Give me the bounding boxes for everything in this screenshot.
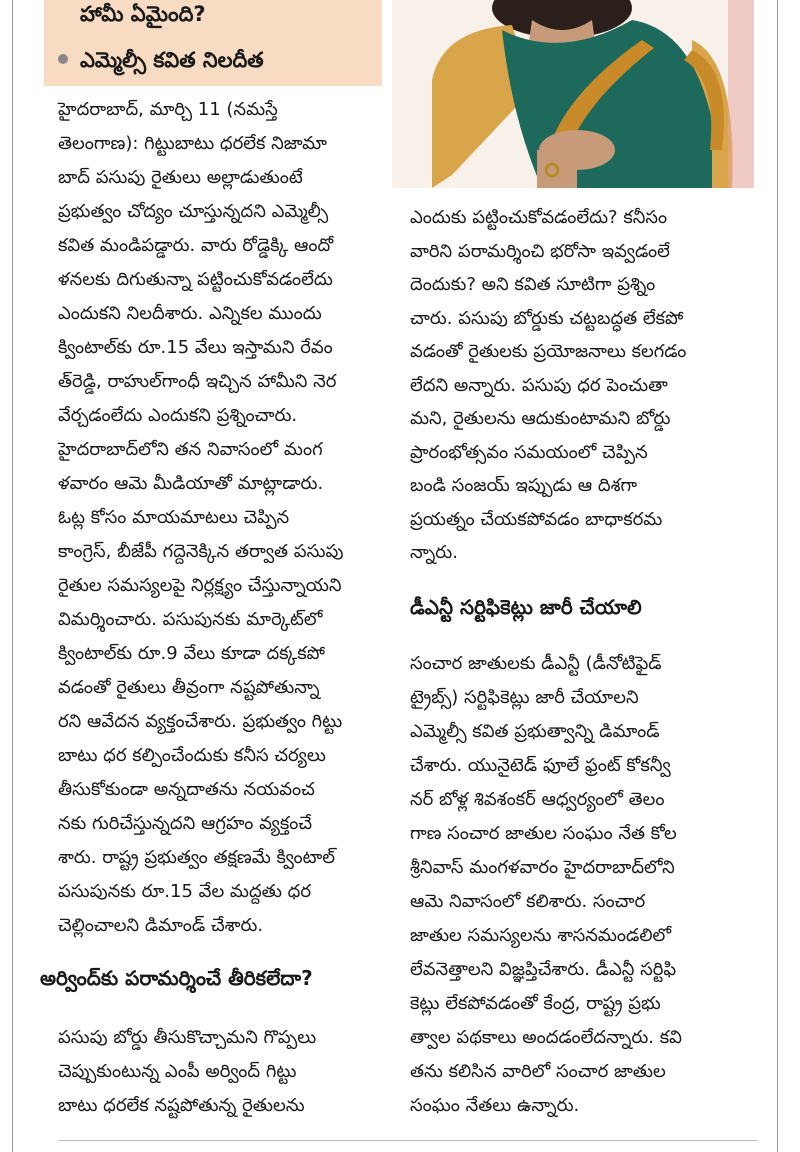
text-line: వడంతో రైతులు తీవ్రంగా నష్టపోతున్నా: [58, 677, 320, 698]
text-line: న్నారు.: [410, 542, 458, 563]
text-line: దెందుకు? అని కవిత సూటిగా ప్రశ్నిం: [410, 274, 656, 295]
photo-kavitha: [392, 0, 754, 188]
text-line: మని, రైతులను ఆదుకుంటామని బోర్డు: [410, 408, 671, 429]
text-line: నకు గురిచేస్తున్నదని ఆగ్రహం వ్యక్తంచే: [58, 813, 313, 834]
text-line: నర్ బోళ్ల శివశంకర్ ఆధ్వర్యంలో తెలం: [410, 789, 665, 810]
text-line: హైదరాబాద్‌లోని తన నివాసంలో మంగ: [58, 439, 323, 460]
text-line: తెలంగాణ): గిట్టుబాటు ధరలేక నిజామా: [58, 133, 327, 154]
text-line: చేశారు. యునైటెడ్ ఫూలే ఫ్రంట్ కోకన్వీ: [410, 755, 671, 776]
text-line: పసుపు బోర్డు తీసుకొచ్చామని గొప్పలు: [58, 1027, 317, 1048]
text-line: కాంగ్రెస్, బీజేపీ గద్దెనెక్కిన తర్వాత పసుపు: [58, 541, 344, 562]
text-line: శారు. రాష్ట్ర ప్రభుత్వం తక్షణమే క్వింటాల్: [58, 847, 336, 868]
text-line: త్వాల పథకాలు అందడంలేదన్నారు. కవి: [410, 1027, 682, 1048]
text-line: బండి సంజయ్ ఇప్పుడు ఆ దిశగా: [410, 475, 638, 496]
text-line: ప్రభుత్వం చోద్యం చూస్తున్నదని ఎమ్మెల్సీ: [58, 201, 329, 222]
text-line: రైతుల సమస్యలపై నిర్లక్ష్యం చేస్తున్నాయని: [58, 575, 342, 596]
text-line: బాద్ పసుపు రైతులు అల్లాడుతుంటే: [58, 167, 303, 188]
text-line: లేవనెత్తాలని విజ్ఞప్తిచేశారు. డీఎన్టీ సర్టిఫి: [410, 959, 677, 980]
headline-subtitle-text: ఎమ్మెల్సీ కవిత నిలదీత: [80, 48, 264, 72]
text-line: క్వింటాల్‌కు రూ.15 వేలు ఇస్తామని రేవం: [58, 337, 333, 358]
text-line: క్వింటాల్‌కు రూ.9 వేలు కూడా దక్కకపో: [58, 643, 325, 664]
subheading-dnt: డీఎన్టీ సర్టిఫికెట్లు జారీ చేయాలి: [410, 595, 642, 619]
text-line: ఎందుకని నిలదీశారు. ఎన్నికల ముందు: [58, 303, 322, 324]
headline-title: హామీ ఏమైంది?: [80, 2, 206, 26]
text-line: రని ఆవేదన వ్యక్తంచేశారు. ప్రభుత్వం గిట్టు: [58, 711, 343, 732]
bottom-divider: [58, 1140, 758, 1141]
text-line: కవిత మండిపడ్డారు. వారు రోడ్డెక్కి ఆందో: [58, 235, 334, 256]
subheading-arvind: అర్వింద్‌కు పరామర్శించే తీరికలేదా?: [40, 966, 313, 990]
text-line: ఎందుకు పట్టించుకోవడంలేదు? కనీసం: [410, 207, 668, 228]
text-line: హైదరాబాద్, మార్చి 11 (నమస్తే: [58, 99, 278, 120]
text-line: జాతుల సమస్యలను శాసనమండలిలో: [410, 925, 672, 946]
text-line: వేర్చడంలేదు ఎందుకని ప్రశ్నించారు.: [58, 405, 298, 426]
text-line: విమర్శించారు. పసుపునకు మార్కెట్‌లో: [58, 609, 323, 630]
text-line: ళవారం ఆమె మీడియాతో మాట్లాడారు.: [58, 473, 324, 494]
text-line: వడంతో రైతులకు ప్రయోజనాలు కలగడం: [410, 341, 687, 362]
text-line: ఓట్ల కోసం మాయమాటలు చెప్పిన: [58, 507, 290, 528]
text-line: వారిని పరామర్శించి భరోసా ఇవ్వడంలే: [410, 240, 670, 262]
text-line: బాటు ధరలేక నష్టపోతున్న రైతులను: [58, 1095, 305, 1116]
photo-illustration: [392, 0, 754, 188]
text-line: ఆమె నివాసంలో కలిశారు. సంచార: [410, 891, 646, 912]
text-line: సంచార జాతులకు డీఎన్టీ (డీనోటిఫైడ్: [410, 653, 662, 674]
text-line: చెల్లించాలని డిమాండ్ చేశారు.: [58, 915, 264, 936]
text-line: బాటు ధర కల్పించేందుకు కనీస చర్యలు: [58, 745, 326, 766]
text-line: తను కలిసిన వారిలో సంచార జాతుల: [410, 1061, 666, 1082]
text-line: పసుపునకు రూ.15 వేల మద్దతు ధర: [58, 881, 312, 902]
text-line: ట్రైబ్స్) సర్టిఫికెట్లు జారీ చేయాలని: [410, 687, 639, 708]
text-line: కెట్లు లేకపోవడంతో కేంద్ర, రాష్ట్ర ప్రభు: [410, 993, 661, 1014]
text-line: గాణ సంచార జాతుల సంఘం నేత కోల: [410, 823, 677, 844]
text-line: ళనలకు దిగుతున్నా పట్టించుకోవడంలేదు: [58, 269, 333, 290]
text-line: ఎమ్మెల్సీ కవిత ప్రభుత్వాన్ని డిమాండ్: [410, 721, 660, 742]
text-line: శ్రీనివాస్ మంగళవారం హైదరాబాద్‌లోని: [410, 857, 675, 878]
text-line: సంఘం నేతలు ఉన్నారు.: [410, 1095, 580, 1116]
bullet-icon: [58, 54, 68, 64]
text-line: చెప్పుకుంటున్న ఎంపీ అర్వింద్ గిట్టు: [58, 1061, 297, 1082]
text-line: ప్రయత్నం చేయకపోవడం బాధాకరమ: [410, 508, 663, 530]
headline-subtitle: [58, 48, 264, 78]
text-line: త్‌రెడ్డి, రాహుల్‌గాంధీ ఇచ్చిన హామీని నెర: [58, 371, 337, 392]
text-line: ప్రారంభోత్సవం సమయంలో చెప్పిన: [410, 441, 648, 463]
text-line: తీసుకోకుండా అన్నదాతను నయవంచ: [58, 779, 315, 800]
text-line: చారు. పసుపు బోర్డుకు చట్టబద్ధత లేకపో: [410, 307, 684, 329]
text-line: లేదని అన్నారు. పసుపు ధర పెంచుతా: [410, 374, 668, 396]
